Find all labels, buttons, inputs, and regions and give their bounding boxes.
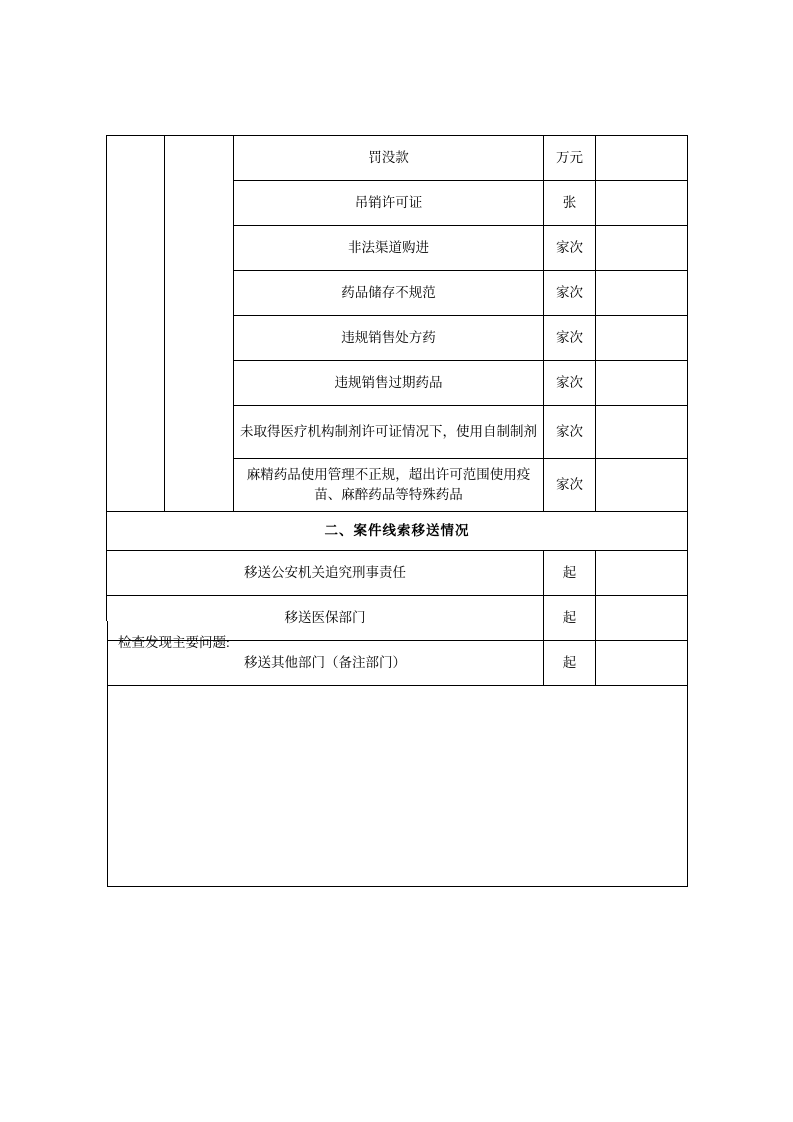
section-title: 二、案件线索移送情况 [107, 512, 688, 551]
table-row [107, 136, 688, 181]
item-label: 违规销售处方药 [234, 316, 544, 361]
item-value[interactable] [596, 406, 688, 459]
item-value[interactable] [596, 551, 688, 596]
notes-label: 检查发现主要问题: [118, 635, 230, 650]
item-label: 罚没款 [234, 136, 544, 181]
item-label: 移送公安机关追究刑事责任 [107, 551, 544, 596]
item-unit: 家次 [544, 406, 596, 459]
notes-box [107, 621, 688, 887]
item-value[interactable] [596, 271, 688, 316]
item-label: 未取得医疗机构制剂许可证情况下，使用自制制剂 [234, 406, 544, 459]
category-cell-sub [165, 136, 234, 512]
item-label: 吊销许可证 [234, 181, 544, 226]
item-unit: 起 [544, 641, 596, 686]
item-unit: 家次 [544, 226, 596, 271]
inspection-form [106, 135, 687, 686]
item-value[interactable] [596, 136, 688, 181]
item-label: 药品储存不规范 [234, 271, 544, 316]
item-label: 移送其他部门（备注部门） [107, 641, 544, 686]
item-label: 违规销售过期药品 [234, 361, 544, 406]
section-header-row [107, 512, 688, 551]
item-label: 移送医保部门 [107, 596, 544, 641]
item-value[interactable] [596, 459, 688, 512]
item-label: 非法渠道购进 [234, 226, 544, 271]
notes-block [106, 621, 689, 888]
item-unit: 家次 [544, 459, 596, 512]
item-value[interactable] [596, 226, 688, 271]
item-value[interactable] [596, 181, 688, 226]
item-label: 麻精药品使用管理不正规，超出许可范围使用疫苗、麻醉药品等特殊药品 [234, 459, 544, 512]
category-cell-left [107, 136, 165, 512]
notes-input[interactable] [116, 655, 679, 878]
form-table [106, 135, 688, 686]
item-unit: 家次 [544, 316, 596, 361]
item-unit: 万元 [544, 136, 596, 181]
item-unit: 起 [544, 596, 596, 641]
item-unit: 家次 [544, 361, 596, 406]
item-unit: 起 [544, 551, 596, 596]
item-unit: 家次 [544, 271, 596, 316]
item-unit: 张 [544, 181, 596, 226]
item-value[interactable] [596, 316, 688, 361]
table-row [107, 551, 688, 596]
item-value[interactable] [596, 361, 688, 406]
